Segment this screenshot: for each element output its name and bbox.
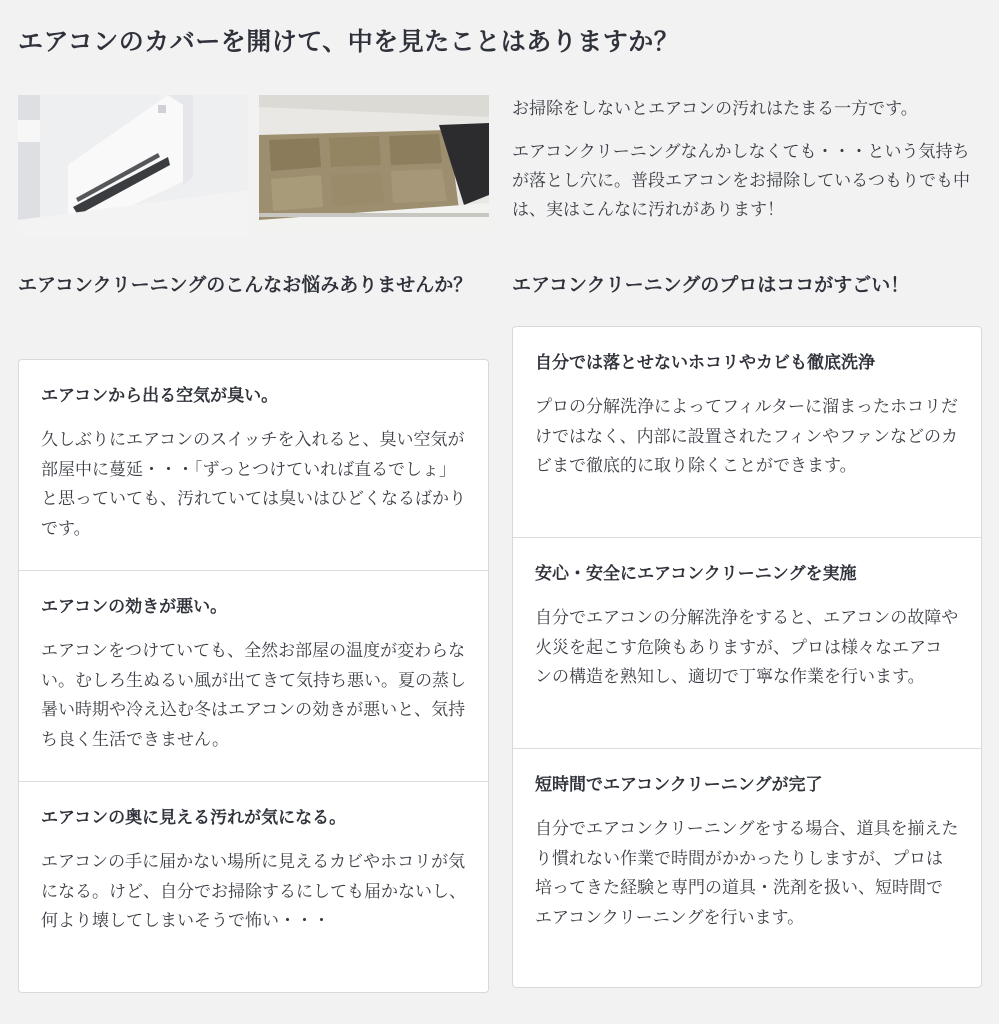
intro-text xyxy=(512,95,982,239)
pro-body: 自分でエアコンクリーニングをする場合、道具を揃えたり慣れない作業で時間がかかったりしますが、プロは培ってきた経験と専門の道具・洗剤を扱い、短時間でエアコンクリーニングを行います。 xyxy=(535,819,959,928)
worry-title: エアコンから出る空気が臭い。 xyxy=(41,386,279,406)
intro-paragraph-2: エアコンクリーニングなんかしなくても・・・という気持ちが落とし穴に。普段エアコンをお掃除しているつもりでも中は、実はこんなに汚れがあります！ xyxy=(512,142,970,220)
pro-card xyxy=(512,326,982,988)
pro-title: 自分では落とせないホコリやカビも徹底洗浄 xyxy=(535,353,875,373)
pro-title: 短時間でエアコンクリーニングが完了 xyxy=(535,775,823,795)
worries-heading: エアコンクリーニングのこんなお悩みありませんか？ xyxy=(18,274,473,296)
pro-body: 自分でエアコンの分解洗浄をすると、エアコンの故障や火災を起こす危険もありますが、プロは様々なエアコンの構造を熟知し、適切で丁寧な作業を行います。 xyxy=(535,608,959,687)
worry-title: エアコンの奥に見える汚れが気になる。 xyxy=(41,808,347,828)
pro-item xyxy=(513,537,981,748)
worry-title: エアコンの効きが悪い。 xyxy=(41,597,228,617)
dirty-filter-photo xyxy=(259,95,489,236)
pro-item xyxy=(513,748,981,987)
worry-item xyxy=(19,360,488,570)
worry-item xyxy=(19,570,488,781)
page-title: エアコンのカバーを開けて、中を見たことはありますか？ xyxy=(18,27,680,56)
pro-title: 安心・安全にエアコンクリーニングを実施 xyxy=(535,564,857,584)
pro-item xyxy=(513,327,981,537)
intro-paragraph-1: お掃除をしないとエアコンの汚れはたまる一方です。 xyxy=(512,99,918,119)
worry-body: エアコンの手に届かない場所に見えるカビやホコリが気になる。けど、自分でお掃除するにしても届かないし、何より壊してしまいそうで怖い・・・ xyxy=(41,852,466,931)
air-conditioner-photo xyxy=(18,95,248,236)
worries-card xyxy=(18,359,489,993)
pro-body: プロの分解洗浄によってフィルターに溜まったホコリだけではなく、内部に設置されたフィンやファンなどのカビまで徹底的に取り除くことができます。 xyxy=(535,397,958,476)
pro-heading: エアコンクリーニングのプロはココがすごい！ xyxy=(512,274,910,296)
worry-body: エアコンをつけていても、全然お部屋の温度が変わらない。むしろ生ぬるい風が出てきて気持ち悪い。夏の蒸し暑い時期や冷え込む冬はエアコンの効きが悪いと、気持ち良く生活できません。 xyxy=(41,641,466,750)
worry-body: 久しぶりにエアコンのスイッチを入れると、臭い空気が部屋中に蔓延・・・｢ずっとつけていれば直るでしょ」と思っていても、汚れていては臭いはひどくなるばかりです。 xyxy=(41,430,466,539)
worry-item xyxy=(19,781,488,992)
